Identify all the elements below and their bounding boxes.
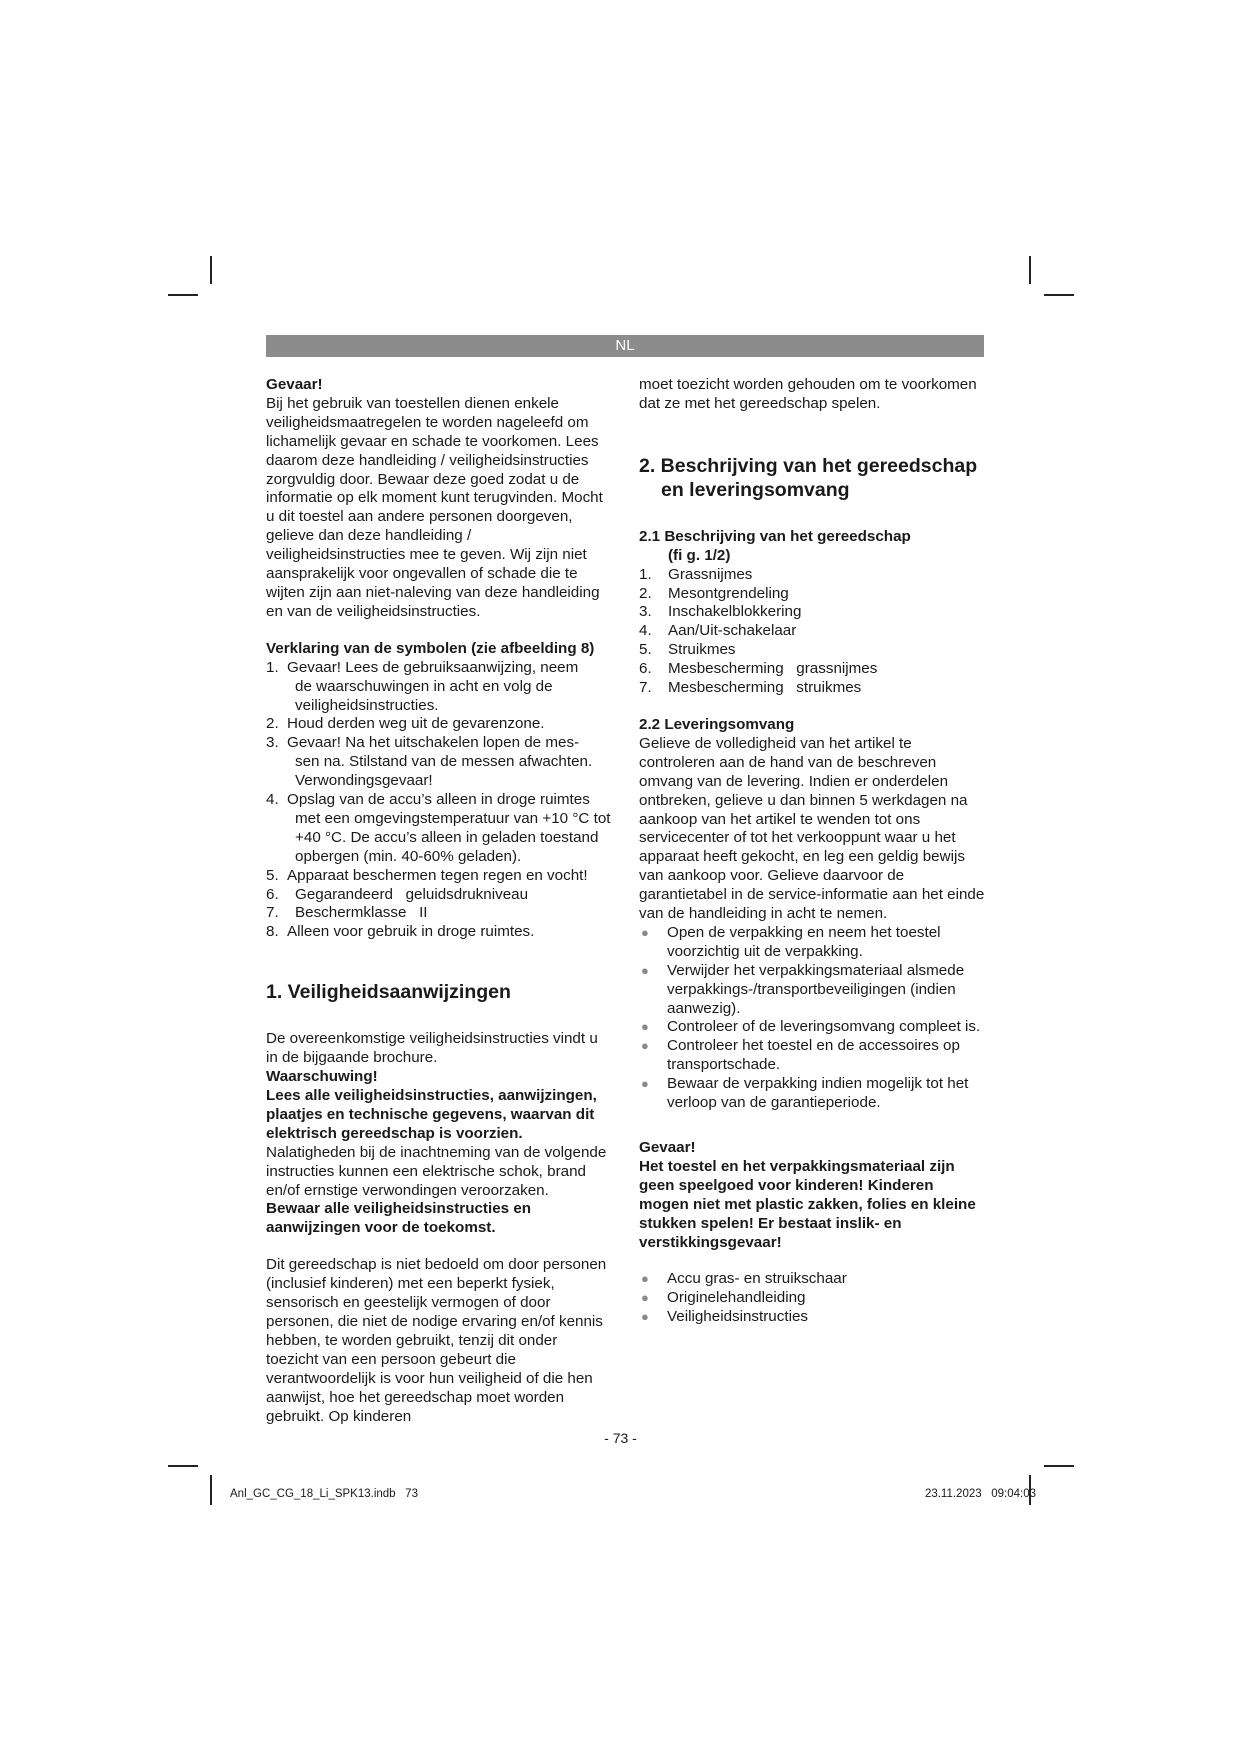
list-item: 5. Apparaat beschermen tegen regen en vocht! [266,866,588,884]
subsection-2-2-body: Gelieve de volledigheid van het artikel te controleren aan de hand van de beschreven omvang van de levering. Indien er onderdelen ontbreken, gelieve u dan binnen 5 werkdagen na aankoop van het artikel te wenden tot ons servicecenter of tot het verkooppunt waar u het apparaat heeft gekocht, en leg een geldig bewijs van aankoop voor. Gelieve daarvoor de garantietabel in de service-informatie aan het einde van de handleiding in acht te nemen. [639,734,985,923]
crop-mark [1044,1465,1074,1467]
children-paragraph-continued: moet toezicht worden gehouden om te voorkomen dat ze met het gereedschap spelen. [639,376,977,412]
language-label: NL [615,337,635,354]
list-item: ● Accu gras- en struikschaar [641,1270,847,1288]
list-item: 3. Gevaar! Na het uitschakelen lopen de mes- sen na. Stilstand van de messen afwachten. Verwondingsgevaar! [266,734,593,790]
crop-mark [168,1465,198,1467]
parts-list [639,566,985,698]
warning3-title: Gevaar! [639,1139,696,1156]
list-item: 1. Gevaar! Lees de gebruiksaanwijzing, neem de waarschuwingen in acht en volg de veiligheidsinstructies. [266,658,579,714]
warning2-bold-text-2: Bewaar alle veiligheidsinstructies en aanwijzingen voor de toekomst. [266,1200,532,1237]
list-item: 7. Beschermklasse II [266,904,428,922]
bullet-icon: ● [641,1271,649,1287]
crop-mark [1029,256,1031,284]
list-item: ● Bewaar de verpakking indien mogelijk tot het verloop van de garantieperiode. [641,1075,969,1112]
list-item: 2. Mesontgrendeling [639,584,789,602]
bullet-icon: ● [641,1290,649,1306]
right-column [639,376,985,1327]
list-item: ● Veiligheidsinstructies [641,1308,808,1326]
footer-datetime: 23.11.2023 09:04:03 [924,1488,1036,1500]
list-item: 1. Grassnijmes [639,565,753,583]
list-item: 4. Aan/Uit-schakelaar [639,622,797,640]
symbols-title: Verklaring van de symbolen (zie afbeelding 8) [266,639,595,657]
crop-mark [168,294,198,296]
delivery-contents-list [639,1270,985,1327]
crop-mark [210,256,212,284]
warning2-title: Waarschuwing! [266,1068,378,1086]
warning-body: Bij het gebruik van toestellen dienen enkele veiligheidsmaatregelen te worden nageleefd om lichamelijk gevaar en schade te voorkomen. Lees daarom deze handleiding / veiligheidsinstructies zorgvuldig door. Bewaar deze goed zodat u de informatie op elk moment kunt terugvinden. Mocht u dit toestel aan andere personen doorgeven, gelieve dan deze handleiding / veiligheidsinstructies mee te geven. Wij zijn niet aansprakelijk voor ongevallen of schade die te wijten zijn aan niet-naleving van deze handleiding en van de veiligheidsinstructies. [266,394,603,620]
list-item: 5. Struikmes [639,641,736,659]
crop-mark [1044,294,1074,296]
section-1-intro: De overeenkomstige veiligheidsinstructies vindt u in de bijgaande brochure. [266,1030,598,1067]
footer-file-info: Anl_GC_CG_18_Li_SPK13.indb 73 [230,1488,418,1500]
list-item: 2. Houd derden weg uit de gevarenzone. [266,715,545,733]
section-2-title: 2. Beschrijving van het gereedschap en leveringsomvang [639,454,978,501]
language-header-bar [266,335,984,357]
bullet-icon: ● [641,962,649,978]
list-item: 7. Mesbescherming struikmes [639,679,862,697]
bullet-icon: ● [641,1038,649,1054]
subsection-2-1-title: 2.1 Beschrijving van het gereedschap (fi g. 1/2) [639,527,911,564]
list-item: 4. Opslag van de accu’s alleen in droge ruimtes met een omgevingstemperatuur van +10 °C tot +40 °C. De accu’s alleen in geladen toestand opbergen (min. 40-60% geladen). [266,791,611,865]
list-item: ● Open de verpakking en neem het toestel voorzichtig uit de verpakking. [641,923,941,960]
list-item: ● Controleer of de leveringsomvang compleet is. [641,1018,981,1036]
list-item: 3. Inschakelblokkering [639,603,802,621]
warning-title: Gevaar! [266,376,323,393]
bullet-icon: ● [641,1076,649,1092]
list-item: 6. Gegarandeerd geluidsdrukniveau [266,885,529,903]
subsection-2-2-title: 2.2 Leveringsomvang [639,715,795,733]
left-column [266,376,612,1426]
bullet-icon: ● [641,1019,649,1035]
warning2-body: Nalatigheden bij de inachtneming van de volgende instructies kunnen een elektrische schok, brand en/of ernstige verwondingen veroorzaken. [266,1143,607,1199]
list-item: ● Controleer het toestel en de accessoires op transportschade. [641,1037,960,1074]
bullet-icon: ● [641,924,649,940]
bullet-icon: ● [641,1309,649,1325]
list-item: 6. Mesbescherming grassnijmes [639,660,878,678]
section-1-title: 1. Veiligheidsaanwijzingen [266,981,511,1004]
page-number: - 73 - [604,1430,637,1446]
children-paragraph: Dit gereedschap is niet bedoeld om door personen (inclusief kinderen) met een beperkt fysiek, sensorisch en geestelijk vermogen of door personen, die niet de nodige ervaring en/of kennis hebben, te worden gebruikt, tenzij dit onder toezicht van een persoon gebeurt die verantwoordelijk is voor hun veiligheid of die hen aanwijst, hoe het gereedschap moet worden gebruikt. Op kinderen [266,1256,607,1425]
list-item: ● Verwijder het verpakkingsmateriaal alsmede verpakkings-/transportbeveiligingen (indien aanwezig). [641,961,965,1017]
unpacking-steps-list [639,924,985,1113]
list-item: ● Originelehandleiding [641,1289,806,1307]
warning2-bold-text: Lees alle veiligheidsinstructies, aanwijzingen, plaatjes en technische gegevens, waarvan dit elektrisch gereedschap is voorzien. [266,1087,597,1142]
crop-mark [210,1475,212,1505]
symbols-list [266,659,612,943]
list-item: 8. Alleen voor gebruik in droge ruimtes. [266,923,535,941]
warning3-bold-text: Het toestel en het verpakkingsmateriaal zijn geen speelgoed voor kinderen! Kinderen mogen niet met plastic zakken, folies en kleine stukken spelen! Er bestaat inslik- en verstikkingsgevaar! [639,1157,976,1251]
